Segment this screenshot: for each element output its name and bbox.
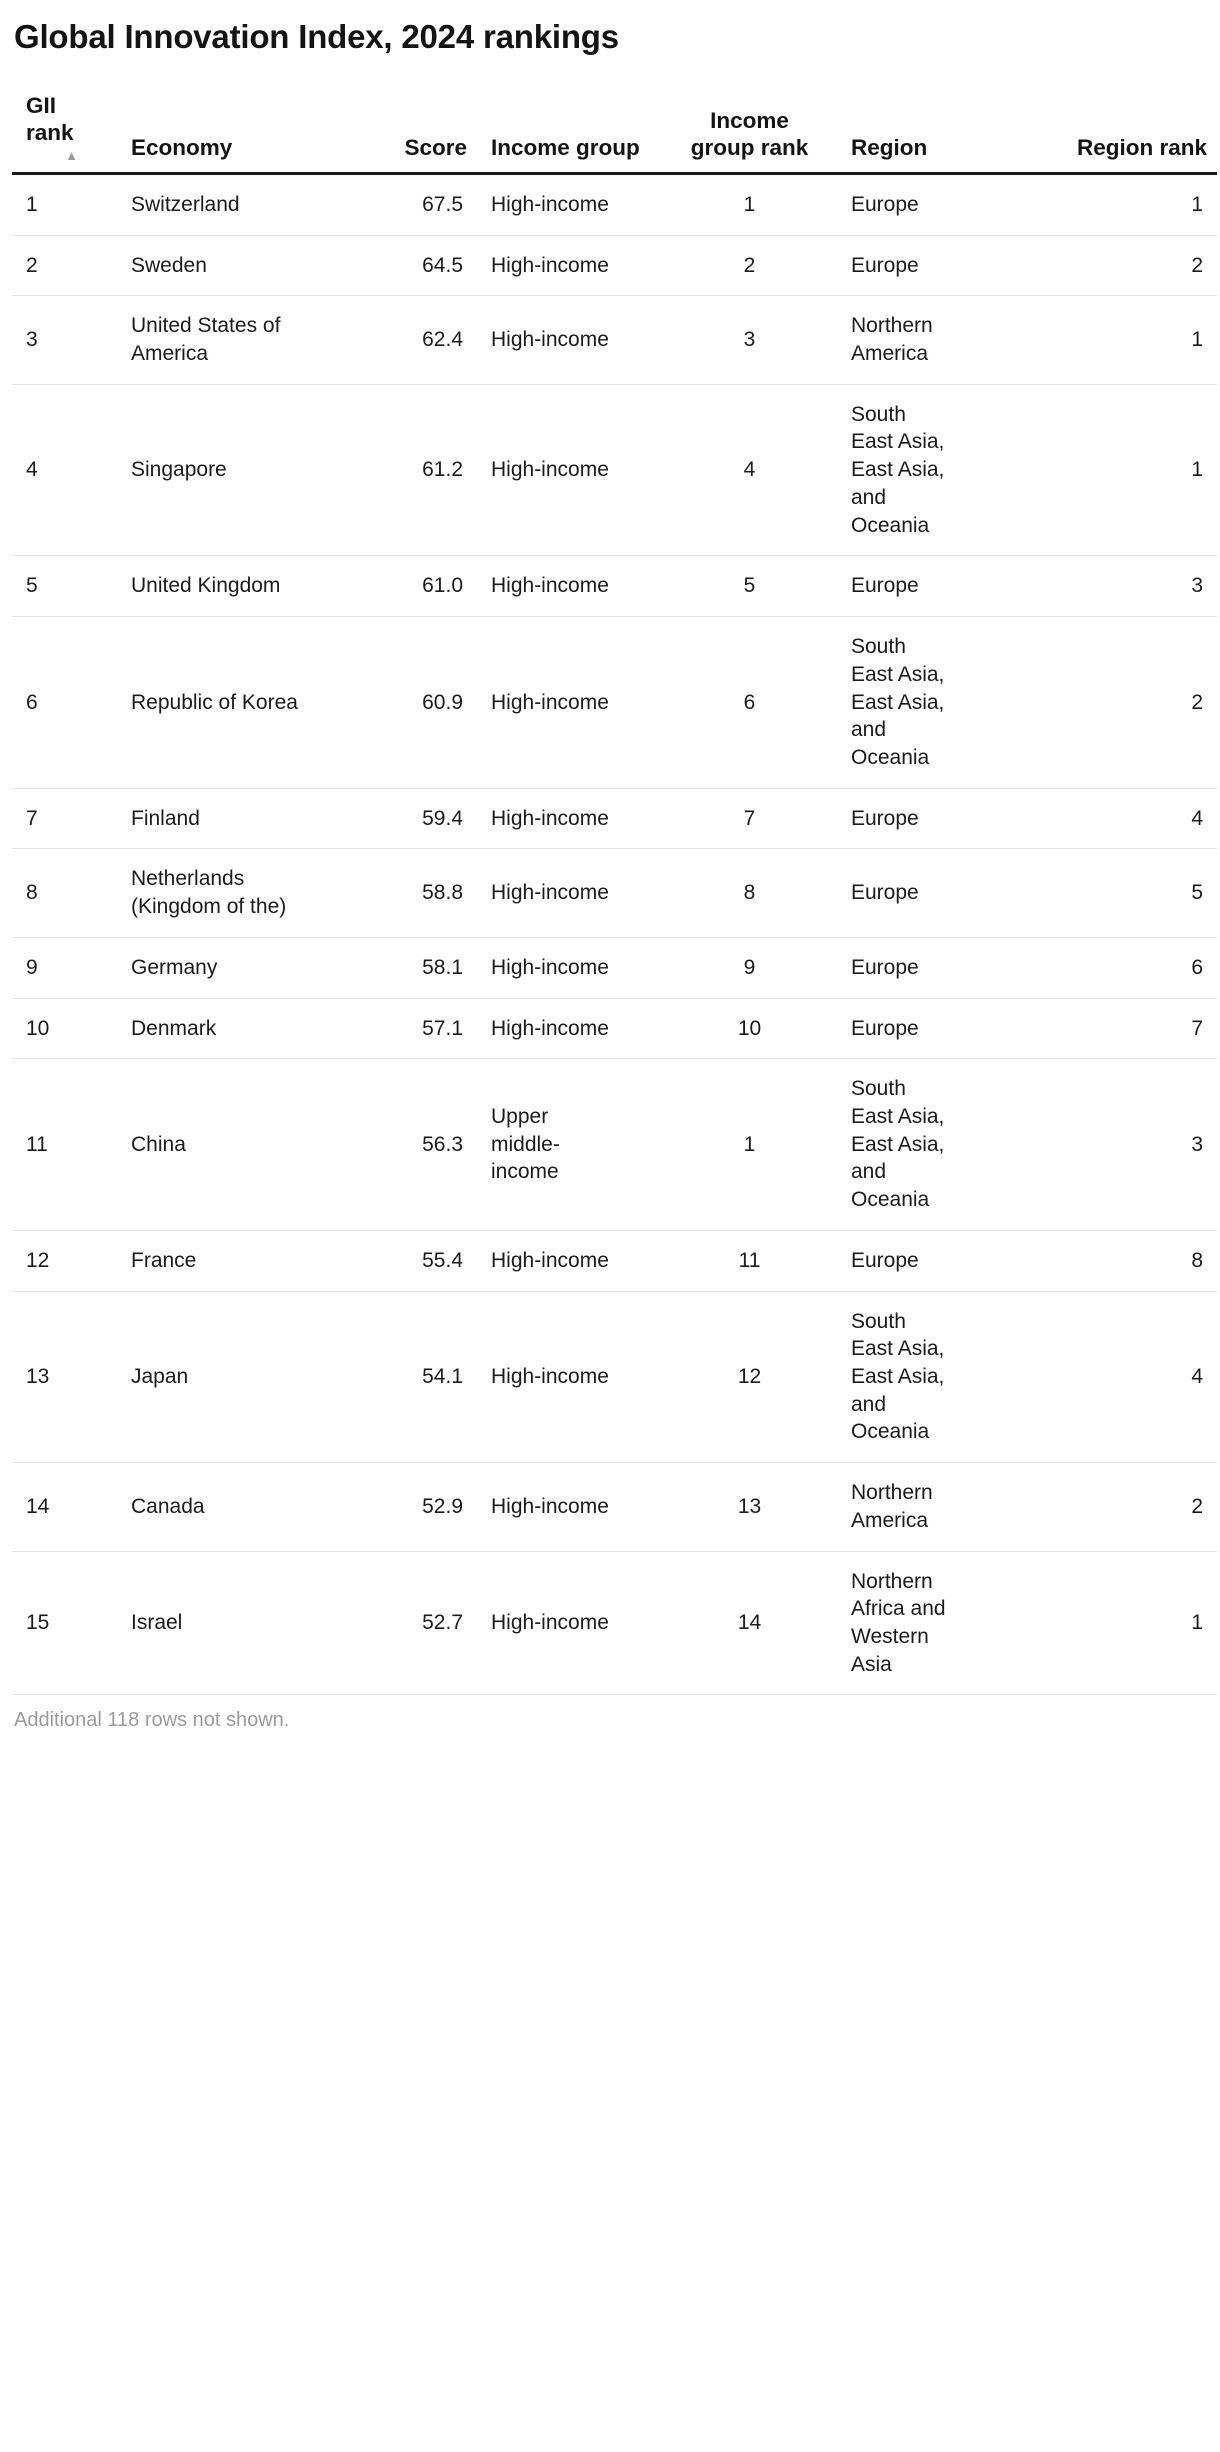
cell-score: 61.0 xyxy=(342,556,477,617)
cell-income-group-rank: 3 xyxy=(662,296,837,384)
table-row xyxy=(12,1230,1217,1291)
cell-region xyxy=(837,1291,1052,1463)
cell-economy-text: Singapore xyxy=(131,458,227,482)
cell-region xyxy=(837,1230,1052,1291)
column-header-income-group-rank-label: Income group rank xyxy=(690,108,809,161)
cell-score: 61.2 xyxy=(342,384,477,556)
cell-region-rank: 2 xyxy=(1052,617,1217,789)
table-footnote: Additional 118 rows not shown. xyxy=(14,1709,290,1732)
cell-income-group-text: Upper middle-income xyxy=(491,1104,560,1184)
cell-gii-rank: 13 xyxy=(12,1291,117,1463)
column-header-score[interactable] xyxy=(342,92,477,173)
cell-region xyxy=(837,788,1052,849)
cell-gii-rank: 7 xyxy=(12,788,117,849)
cell-income-group-rank: 2 xyxy=(662,235,837,296)
cell-income-group-rank: 12 xyxy=(662,1291,837,1463)
cell-income-group-text: High-income xyxy=(491,574,609,598)
cell-income-group-rank: 8 xyxy=(662,849,837,937)
cell-income-group-text: High-income xyxy=(491,1495,609,1519)
cell-region-text: Europe xyxy=(851,192,919,216)
table-row xyxy=(12,1059,1217,1231)
cell-region xyxy=(837,1059,1052,1231)
cell-region-rank: 3 xyxy=(1052,556,1217,617)
cell-income-group xyxy=(477,617,662,789)
cell-region-text: Europe xyxy=(851,881,919,905)
cell-income-group xyxy=(477,1059,662,1231)
table-row xyxy=(12,384,1217,556)
page-title: Global Innovation Index, 2024 rankings xyxy=(14,18,619,55)
cell-income-group-text: High-income xyxy=(491,806,609,830)
cell-income-group-rank: 10 xyxy=(662,998,837,1059)
cell-income-group-rank: 5 xyxy=(662,556,837,617)
cell-income-group xyxy=(477,1230,662,1291)
cell-score: 58.8 xyxy=(342,849,477,937)
cell-region-rank: 1 xyxy=(1052,384,1217,556)
cell-income-group xyxy=(477,998,662,1059)
table-row xyxy=(12,296,1217,384)
cell-economy-text: United Kingdom xyxy=(131,574,281,598)
cell-economy xyxy=(117,384,342,556)
cell-score: 59.4 xyxy=(342,788,477,849)
cell-economy xyxy=(117,1291,342,1463)
cell-income-group-text: High-income xyxy=(491,1248,609,1272)
cell-gii-rank: 12 xyxy=(12,1230,117,1291)
cell-economy xyxy=(117,849,342,937)
column-header-income-group-rank[interactable] xyxy=(662,92,837,173)
cell-region xyxy=(837,1463,1052,1551)
cell-gii-rank: 10 xyxy=(12,998,117,1059)
cell-income-group-text: High-income xyxy=(491,328,609,352)
cell-income-group-rank: 14 xyxy=(662,1551,837,1695)
column-header-economy[interactable] xyxy=(117,92,342,173)
table-row xyxy=(12,998,1217,1059)
cell-region-text: South East Asia, East Asia, and Oceania xyxy=(851,635,945,769)
cell-economy-text: Republic of Korea xyxy=(131,690,298,714)
cell-gii-rank: 14 xyxy=(12,1463,117,1551)
cell-economy-text: Japan xyxy=(131,1365,189,1388)
cell-region xyxy=(837,384,1052,556)
cell-score: 54.1 xyxy=(342,1291,477,1463)
table-row xyxy=(12,1551,1217,1695)
cell-region xyxy=(837,173,1052,235)
cell-income-group-text: High-income xyxy=(491,1365,609,1388)
cell-income-group-rank: 4 xyxy=(662,384,837,556)
cell-economy-text: Switzerland xyxy=(131,192,240,216)
cell-income-group-rank: 11 xyxy=(662,1230,837,1291)
cell-economy xyxy=(117,1059,342,1231)
column-header-income-group-label: Income group xyxy=(491,135,640,161)
cell-score: 64.5 xyxy=(342,235,477,296)
cell-region xyxy=(837,998,1052,1059)
cell-region-text: Europe xyxy=(851,1248,919,1272)
cell-income-group xyxy=(477,173,662,235)
cell-economy-text: United States of America xyxy=(131,314,281,366)
cell-income-group-text: High-income xyxy=(491,192,609,216)
cell-income-group-text: High-income xyxy=(491,690,609,714)
cell-region xyxy=(837,235,1052,296)
cell-region-text: Europe xyxy=(851,1016,919,1040)
column-header-gii-rank[interactable] xyxy=(12,92,117,173)
cell-economy-text: Canada xyxy=(131,1495,205,1519)
cell-economy-text: Denmark xyxy=(131,1016,217,1040)
cell-score: 56.3 xyxy=(342,1059,477,1231)
cell-region-text: Northern America xyxy=(851,314,933,366)
cell-income-group xyxy=(477,296,662,384)
column-header-region[interactable] xyxy=(837,92,1052,173)
cell-region-text: Europe xyxy=(851,253,919,277)
cell-region-rank: 8 xyxy=(1052,1230,1217,1291)
cell-gii-rank: 15 xyxy=(12,1551,117,1695)
cell-region-text: Northern America xyxy=(851,1481,933,1532)
cell-gii-rank: 3 xyxy=(12,296,117,384)
cell-region-text: Europe xyxy=(851,806,919,830)
cell-region-rank: 1 xyxy=(1052,296,1217,384)
cell-region-rank: 4 xyxy=(1052,1291,1217,1463)
cell-income-group-rank: 1 xyxy=(662,1059,837,1231)
cell-region xyxy=(837,556,1052,617)
cell-score: 52.9 xyxy=(342,1463,477,1551)
table-row xyxy=(12,788,1217,849)
cell-income-group xyxy=(477,1551,662,1695)
cell-income-group-text: High-income xyxy=(491,1611,609,1635)
cell-region-rank: 1 xyxy=(1052,1551,1217,1695)
column-header-region-label: Region xyxy=(851,135,928,161)
cell-income-group xyxy=(477,384,662,556)
cell-economy-text: Finland xyxy=(131,806,200,830)
cell-region-rank: 1 xyxy=(1052,173,1217,235)
cell-gii-rank: 9 xyxy=(12,937,117,998)
column-header-economy-label: Economy xyxy=(131,135,233,161)
cell-gii-rank: 5 xyxy=(12,556,117,617)
cell-score: 55.4 xyxy=(342,1230,477,1291)
cell-gii-rank: 8 xyxy=(12,849,117,937)
table-row xyxy=(12,235,1217,296)
cell-region-text: Europe xyxy=(851,955,919,979)
cell-income-group-text: High-income xyxy=(491,881,609,905)
cell-score: 52.7 xyxy=(342,1551,477,1695)
cell-gii-rank: 6 xyxy=(12,617,117,789)
cell-region-rank: 3 xyxy=(1052,1059,1217,1231)
cell-region-text: Northern Africa and Western Asia xyxy=(851,1569,946,1676)
cell-score: 57.1 xyxy=(342,998,477,1059)
cell-region xyxy=(837,617,1052,789)
cell-economy xyxy=(117,1230,342,1291)
cell-income-group-rank: 1 xyxy=(662,173,837,235)
table-row xyxy=(12,937,1217,998)
cell-economy xyxy=(117,173,342,235)
sort-ascending-icon[interactable]: ▲ xyxy=(65,147,78,163)
cell-region-rank: 2 xyxy=(1052,235,1217,296)
cell-region-rank: 6 xyxy=(1052,937,1217,998)
cell-income-group-text: High-income xyxy=(491,955,609,979)
cell-income-group-text: High-income xyxy=(491,253,609,277)
cell-income-group-text: High-income xyxy=(491,458,609,482)
cell-income-group xyxy=(477,556,662,617)
table-body xyxy=(12,173,1217,1695)
cell-economy-text: France xyxy=(131,1248,197,1272)
cell-income-group-rank: 13 xyxy=(662,1463,837,1551)
cell-economy xyxy=(117,937,342,998)
cell-economy xyxy=(117,998,342,1059)
cell-region xyxy=(837,1551,1052,1695)
column-header-region-rank[interactable] xyxy=(1052,92,1217,173)
cell-income-group xyxy=(477,849,662,937)
cell-economy-text: Sweden xyxy=(131,253,207,277)
cell-region-text: South East Asia, East Asia, and Oceania xyxy=(851,1309,945,1444)
cell-economy-text: China xyxy=(131,1132,186,1156)
column-header-score-label: Score xyxy=(404,135,467,161)
column-header-region-rank-label: Region rank xyxy=(1076,135,1207,161)
cell-economy xyxy=(117,1551,342,1695)
cell-region-rank: 5 xyxy=(1052,849,1217,937)
cell-economy xyxy=(117,617,342,789)
cell-income-group xyxy=(477,937,662,998)
table-header-row xyxy=(12,92,1217,173)
cell-score: 58.1 xyxy=(342,937,477,998)
table-row xyxy=(12,849,1217,937)
column-header-income-group[interactable] xyxy=(477,92,662,173)
table-row xyxy=(12,556,1217,617)
cell-economy-text: Israel xyxy=(131,1611,183,1635)
cell-region-text: South East Asia, East Asia, and Oceania xyxy=(851,402,945,537)
cell-income-group xyxy=(477,1463,662,1551)
cell-income-group-rank: 9 xyxy=(662,937,837,998)
cell-region xyxy=(837,296,1052,384)
rankings-table xyxy=(12,92,1217,1695)
cell-economy xyxy=(117,556,342,617)
table-row xyxy=(12,173,1217,235)
cell-score: 60.9 xyxy=(342,617,477,789)
cell-region xyxy=(837,937,1052,998)
cell-gii-rank: 1 xyxy=(12,173,117,235)
cell-region xyxy=(837,849,1052,937)
cell-gii-rank: 11 xyxy=(12,1059,117,1231)
cell-gii-rank: 2 xyxy=(12,235,117,296)
cell-economy xyxy=(117,1463,342,1551)
cell-gii-rank: 4 xyxy=(12,384,117,556)
cell-region-text: Europe xyxy=(851,574,919,598)
cell-economy-text: Germany xyxy=(131,955,218,979)
cell-economy xyxy=(117,788,342,849)
cell-score: 62.4 xyxy=(342,296,477,384)
cell-economy-text: Netherlands (Kingdom of the) xyxy=(131,867,287,919)
cell-income-group-text: High-income xyxy=(491,1016,609,1040)
cell-economy xyxy=(117,235,342,296)
cell-region-text: South East Asia, East Asia, and Oceania xyxy=(851,1077,945,1212)
table-row xyxy=(12,617,1217,789)
cell-income-group xyxy=(477,788,662,849)
cell-region-rank: 2 xyxy=(1052,1463,1217,1551)
rankings-table-container xyxy=(0,92,1220,1695)
cell-income-group-rank: 6 xyxy=(662,617,837,789)
table-header xyxy=(12,92,1217,173)
column-header-gii-rank-label: GII rank xyxy=(26,93,74,146)
cell-economy xyxy=(117,296,342,384)
cell-income-group xyxy=(477,235,662,296)
cell-income-group xyxy=(477,1291,662,1463)
cell-region-rank: 7 xyxy=(1052,998,1217,1059)
table-row xyxy=(12,1463,1217,1551)
cell-region-rank: 4 xyxy=(1052,788,1217,849)
cell-score: 67.5 xyxy=(342,173,477,235)
cell-income-group-rank: 7 xyxy=(662,788,837,849)
table-row xyxy=(12,1291,1217,1463)
